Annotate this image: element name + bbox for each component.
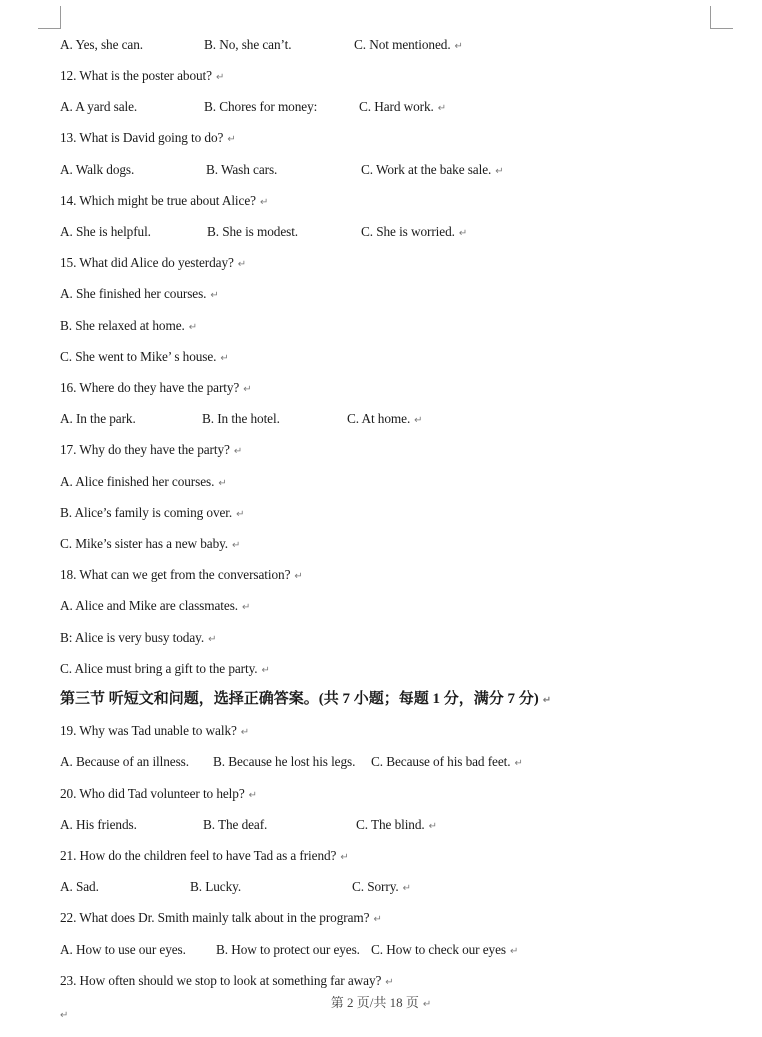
q20-option-b: B. The deaf.	[203, 817, 268, 832]
q20-option-a: A. His friends.	[60, 817, 137, 832]
q22-question: 22. What does Dr. Smith mainly talk about in the program? ↵	[60, 910, 382, 925]
q18-option-a: A. Alice and Mike are classmates. ↵	[60, 598, 251, 613]
q21-question: 21. How do the children feel to have Tad as a friend? ↵	[60, 848, 349, 863]
q15-question: 15. What did Alice do yesterday? ↵	[60, 255, 247, 270]
page-corner-mark-left	[38, 6, 61, 29]
q17-option-c: C. Mike’s sister has a new baby. ↵	[60, 536, 241, 551]
q21-option-a: A. Sad.	[60, 879, 99, 894]
q22-option-c: C. How to check our eyes ↵	[371, 942, 519, 957]
q18-option-b: B: Alice is very busy today. ↵	[60, 630, 217, 645]
q23-question: 23. How often should we stop to look at something far away? ↵	[60, 973, 394, 988]
q12-question: 12. What is the poster about? ↵	[60, 68, 225, 83]
q17-option-a: A. Alice finished her courses. ↵	[60, 474, 227, 489]
q17-option-b: B. Alice’s family is coming over. ↵	[60, 505, 245, 520]
q11-option-a: A. Yes, she can.	[60, 37, 143, 52]
section-3-heading: 第三节 听短文和问题，选择正确答案。(共 7 小题；每题 1 分，满分 7 分) ↵	[60, 691, 552, 707]
q14-option-b: B. She is modest.	[207, 224, 299, 239]
q12-option-a: A. A yard sale.	[60, 99, 138, 114]
q12-option-c: C. Hard work. ↵	[359, 99, 447, 114]
q19-option-c: C. Because of his bad feet. ↵	[371, 754, 523, 769]
q14-option-c: C. She is worried. ↵	[361, 224, 468, 239]
q16-option-c: C. At home. ↵	[347, 411, 423, 426]
q14-option-a: A. She is helpful.	[60, 224, 151, 239]
q18-option-c: C. Alice must bring a gift to the party. ↵	[60, 661, 270, 676]
q15-option-a: A. She finished her courses. ↵	[60, 286, 219, 301]
q16-option-b: B. In the hotel.	[202, 411, 280, 426]
q16-option-a: A. In the park.	[60, 411, 136, 426]
q15-option-c: C. She went to Mike’ s house. ↵	[60, 349, 229, 364]
q11-option-b: B. No, she can’t.	[204, 37, 292, 52]
q21-option-c: C. Sorry. ↵	[352, 879, 411, 894]
q20-question: 20. Who did Tad volunteer to help? ↵	[60, 786, 257, 801]
page-corner-mark-right	[710, 6, 733, 29]
q16-question: 16. Where do they have the party? ↵	[60, 380, 252, 395]
q19-option-a: A. Because of an illness.	[60, 754, 189, 769]
q11-option-c: C. Not mentioned. ↵	[354, 37, 463, 52]
page-footer: 第 2 页/共 18 页 ↵	[330, 995, 432, 1010]
q22-option-b: B. How to protect our eyes.	[216, 942, 360, 957]
q19-question: 19. Why was Tad unable to walk? ↵	[60, 723, 250, 738]
end-paragraph-mark: ↵	[60, 1010, 69, 1021]
q14-question: 14. Which might be true about Alice? ↵	[60, 193, 269, 208]
q19-option-b: B. Because he lost his legs.	[213, 754, 356, 769]
q21-option-b: B. Lucky.	[190, 879, 242, 894]
q13-option-b: B. Wash cars.	[206, 162, 278, 177]
q18-question: 18. What can we get from the conversation? ↵	[60, 567, 303, 582]
q13-option-c: C. Work at the bake sale. ↵	[361, 162, 504, 177]
q12-option-b: B. Chores for money:	[204, 99, 318, 114]
q17-question: 17. Why do they have the party? ↵	[60, 442, 243, 457]
q13-question: 13. What is David going to do? ↵	[60, 130, 236, 145]
q15-option-b: B. She relaxed at home. ↵	[60, 318, 198, 333]
q20-option-c: C. The blind. ↵	[356, 817, 437, 832]
q13-option-a: A. Walk dogs.	[60, 162, 135, 177]
q22-option-a: A. How to use our eyes.	[60, 942, 186, 957]
